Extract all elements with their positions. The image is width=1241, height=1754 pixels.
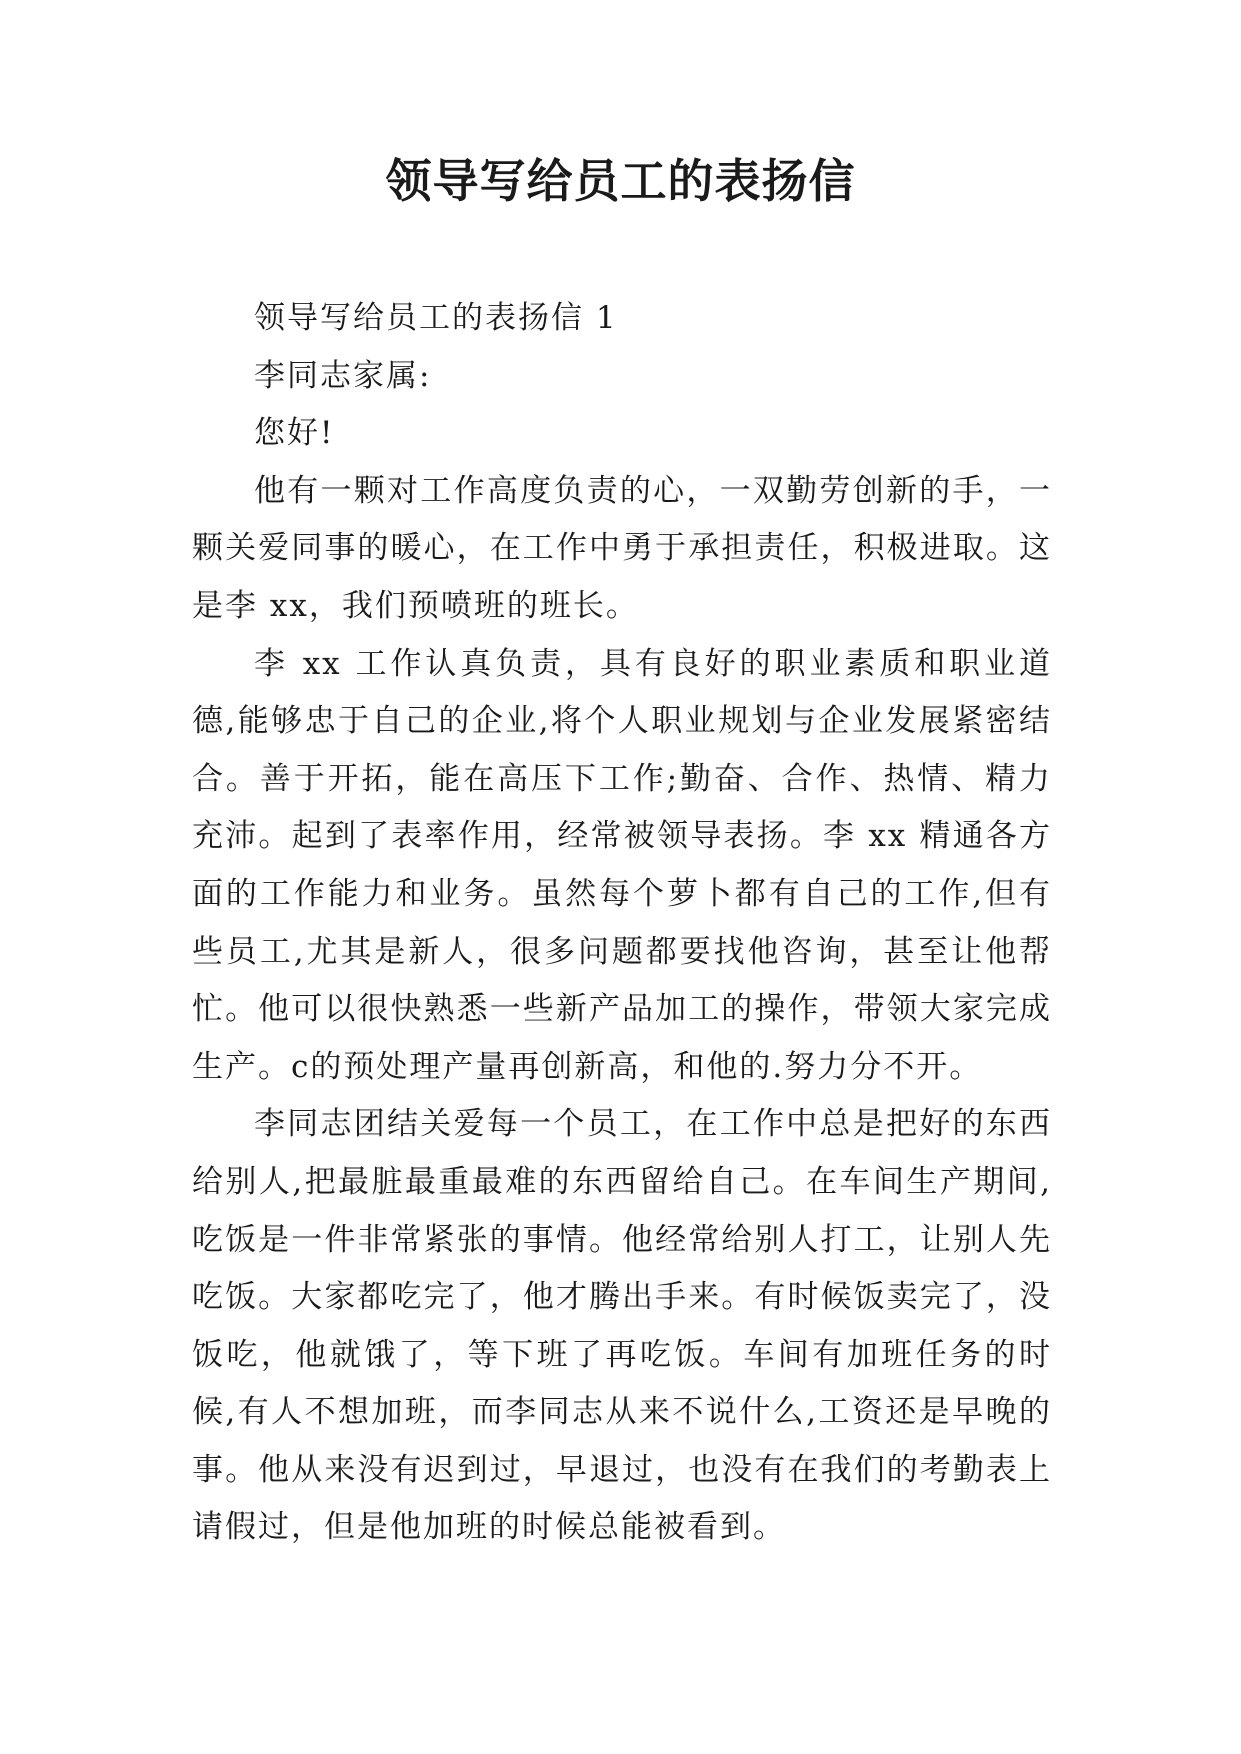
letter-salutation: 李同志家属: [254, 357, 432, 394]
document-title: 领导写给员工的表扬信 [385, 154, 856, 208]
document-body [192, 290, 1052, 1557]
letter-subtitle: 领导写给员工的表扬信 1 [254, 300, 618, 336]
body-paragraph: 李同志团结关爱每一个员工，在工作中总是把好的东西给别人,把最脏最重最难的东西留给自己。在车间生产期间,吃饭是一件非常紧张的事情。他经常给别人打工，让别人先吃饭。大家都吃完了，他才腾出手来。有时候饭卖完了，没饭吃，他就饿了，等下班了再吃饭。车间有加班任务的时候,有人不想加班，而李同志从来不说什么,工资还是早晚的事。他从来没有迟到过，早退过，也没有在我们的考勤表上请假过，但是他加班的时候总能被看到。 [192, 1106, 1052, 1546]
body-paragraph: 他有一颗对工作高度负责的心，一双勤劳创新的手，一颗关爱同事的暖心，在工作中勇于承担责任，积极进取。这是李 xx，我们预喷班的班长。 [192, 472, 1052, 624]
letter-greeting: 您好! [254, 415, 335, 452]
body-paragraph: 李 xx 工作认真负责，具有良好的职业素质和职业道德,能够忠于自己的企业,将个人职业规划与企业发展紧密结合。善于开拓，能在高压下工作;勤奋、合作、热情、精力充沛。起到了表率作用，经常被领导表扬。李 xx 精通各方面的工作能力和业务。虽然每个萝卜都有自己的工作,但有些员工,尤其是新人，很多问题都要找他咨询，甚至让他帮忙。他可以很快熟悉一些新产品加工的操作，带领大家完成生产。c的预处理产量再创新高，和他的.努力分不开。 [192, 645, 1052, 1085]
